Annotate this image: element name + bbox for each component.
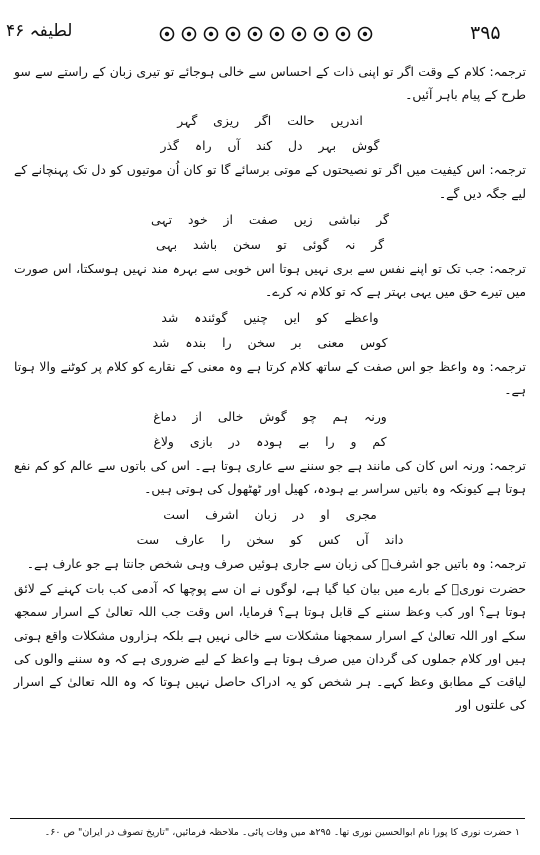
page-body xyxy=(14,60,526,718)
footnote-divider xyxy=(10,818,525,819)
verse-line: واعظے کو ایں چنیں گوئندہ شد xyxy=(161,310,379,326)
page-number: ۳۹۵ xyxy=(470,22,501,44)
paragraph: حضرت نوریؒ کے بارے میں بیان کیا گیا ہے، لوگوں نے ان سے پوچھا کہ آدمی کب بات کہنے کے لائق ہوتا ہے؟ اور کب وعظ سننے کے قابل ہوتا ہے؟ فرمایا، اس وقت جب اللہ تعالیٰ کے اسرار سمجھ سکے اور اللہ تعالیٰ کے اسرار سمجھنا مشکلات سے خالی نہیں ہے بلکہ ہزاروں مشکلات واقع ہوتی ہیں اور کلام جملوں کی گردان میں صرف ہوتا ہے واعظ کے لیے ضروری ہے کہ وہ سننے والوں کی لیاقت کے مطابق وعظ کہے۔ ہر شخص کو یہ ادراک حاصل نہیں ہوتا کہ وہ اللہ تعالیٰ کے اسرار کی علتوں اور xyxy=(14,581,526,713)
verse-line: کوس معنی بر سخن را بندہ شد xyxy=(152,335,388,351)
paragraph: ترجمہ: جب تک تو اپنے نفس سے بری نہیں ہوتا اس خوبی سے بہرہ مند نہیں ہوسکتا، اس صورت میں تیرے حق میں یہی بہتر ہے کہ تو کلام نہ کرے۔ xyxy=(14,260,526,300)
ornament-dot xyxy=(165,32,169,36)
verse-line: کم و را بے ہودہ در بازی ولاغ xyxy=(153,433,387,449)
verse-line: گر نباشی زیں صفت از خود تہی xyxy=(151,211,389,227)
ornament-dot xyxy=(187,32,191,36)
verse-line: گوش بہر دل کند آں راہ گذر xyxy=(160,138,380,154)
ornament-dot xyxy=(275,32,279,36)
paragraph: ترجمہ: ورنہ اس کان کی مانند ہے جو سننے سے عاری ہوتا ہے۔ اس کی باتوں سے عالم کو کم نفع ہوتا ہے کیونکہ وہ باتیں سراسر بے ہودہ، کھیل اور ٹھٹھول کی ہوتی ہیں۔ xyxy=(14,457,526,496)
footnote: ۱ حضرت نوری کا پورا نام ابوالحسین نوری تھا۔ ۲۹۵ھ میں وفات پائی۔ ملاحظہ فرمائیں، "تاریخ تصوف در ایران" ص ۶۰۔ xyxy=(44,827,520,838)
ornament-dot xyxy=(319,32,323,36)
verse-line: مجری او در زبان اشرف است xyxy=(163,507,377,523)
verse-line: اندریں حالت اگر ریزی گہر xyxy=(177,113,363,129)
verse-line: ورنہ ہم چو گوش خالی از دماغ xyxy=(153,408,387,424)
paragraph: ترجمہ: اس کیفیت میں اگر تو نصیحتوں کے موتی برسائے گا تو کان اُن موتیوں کو دل تک پہنچانے کے لیے جگہ دیں گے۔ xyxy=(14,162,526,201)
paragraph: ترجمہ: وہ واعظ جو اس صفت کے ساتھ کلام کرتا ہے وہ معنی کے نقارے کو کلام پر کوٹنے والا ہوتا ہے۔ xyxy=(14,359,526,398)
verse-line: گر نہ گوئی تو سخن باشد بہی xyxy=(156,236,384,252)
ornament-dot xyxy=(231,32,235,36)
section-title: لطیفہ ۴۶ xyxy=(6,21,73,41)
paragraph: ترجمہ: کلام کے وقت اگر تو اپنی ذات کے احساس سے خالی ہوجائے تو تیری زبان کے راستے سے سو طرح کے پیام باہر آئیں۔ xyxy=(14,64,526,103)
page-header xyxy=(0,16,540,50)
verse-line: داند آں کس کو سخن را عارف ست xyxy=(136,532,404,548)
ornament-dot xyxy=(341,32,345,36)
ornament-dot xyxy=(209,32,213,36)
header-ornament xyxy=(156,24,378,44)
ornament-dot xyxy=(253,32,257,36)
paragraph: ترجمہ: وہ باتیں جو اشرفؒ کی زبان سے جاری ہوئیں صرف وہی شخص جانتا ہے جو عارف ہے۔ xyxy=(26,556,526,572)
ornament-dot xyxy=(297,32,301,36)
ornament-dot xyxy=(363,32,367,36)
